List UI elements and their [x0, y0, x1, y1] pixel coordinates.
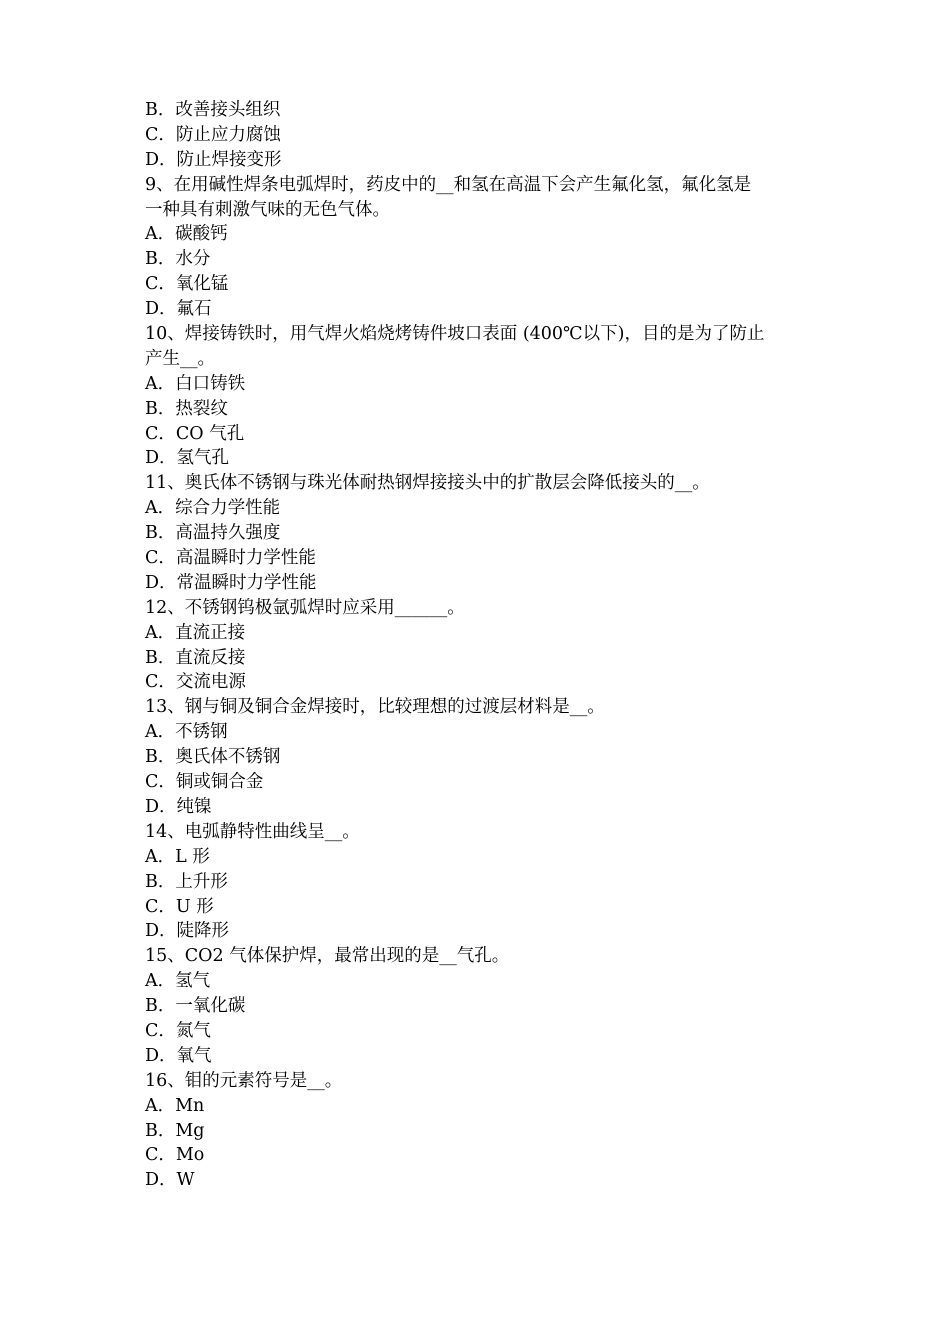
option-line: B．高温持久强度 [145, 523, 281, 544]
option-line: C．氧化锰 [145, 274, 229, 295]
question-12 [145, 596, 813, 696]
question-text: 16、钼的元素符号是__。 [145, 1070, 343, 1091]
question-14 [145, 820, 813, 944]
option-line: C．U 形 [145, 896, 214, 917]
question-text: 12、不锈钢钨极氩弧焊时应采用______。 [145, 597, 465, 618]
question-text: 14、电弧静特性曲线呈__。 [145, 821, 360, 842]
question-text: 11、奥氏体不锈钢与珠光体耐热钢焊接接头中的扩散层会降低接头的__。 [145, 473, 710, 494]
document-page [145, 98, 813, 1193]
question-text: 15、CO2 气体保护焊，最常出现的是__气孔。 [145, 946, 510, 967]
question-text: 13、钢与铜及铜合金焊接时，比较理想的过渡层材料是__。 [145, 697, 605, 718]
option-line: D．W [145, 1170, 195, 1191]
option-line: A．直流正接 [145, 622, 246, 643]
option-line: D．防止焊接变形 [145, 149, 282, 170]
question-16 [145, 1069, 813, 1193]
option-line: B．热裂纹 [145, 398, 228, 419]
question-15 [145, 944, 813, 1068]
option-line: B．Mg [145, 1120, 205, 1141]
option-line: B．奥氏体不锈钢 [145, 747, 281, 768]
option-line: C．氮气 [145, 1020, 211, 1041]
option-line: B．直流反接 [145, 647, 246, 668]
option-line: C．CO 气孔 [145, 423, 245, 444]
question-9 [145, 173, 813, 322]
option-line: C．交流电源 [145, 672, 246, 693]
option-line: D．氟石 [145, 299, 212, 320]
option-line: A．Mn [145, 1095, 205, 1116]
question-11 [145, 471, 813, 595]
question-text: 一种具有刺激气味的无色气体。 [145, 199, 390, 220]
question-13 [145, 695, 813, 819]
option-line: D．氧气 [145, 1045, 212, 1066]
question-text: 产生__。 [145, 348, 215, 369]
option-line: B．水分 [145, 249, 211, 270]
option-line: A．L 形 [145, 846, 210, 867]
question-text: 9、在用碱性焊条电弧焊时，药皮中的__和氢在高温下会产生氟化氢，氟化氢是 [145, 174, 752, 195]
option-line: C．高温瞬时力学性能 [145, 548, 316, 569]
option-line: A．白口铸铁 [145, 373, 246, 394]
option-line: A．综合力学性能 [145, 498, 281, 519]
fragment-options [145, 98, 813, 173]
option-line: B．上升形 [145, 871, 228, 892]
option-line: B．改善接头组织 [145, 100, 281, 120]
question-text: 10、焊接铸铁时，用气焊火焰烧烤铸件坡口表面 (400℃以下)，目的是为了防止 [145, 324, 765, 345]
option-line: D．陡降形 [145, 921, 230, 942]
option-line: B．一氧化碳 [145, 996, 246, 1017]
question-10 [145, 322, 813, 471]
option-line: A．氢气 [145, 971, 211, 992]
option-line: C．防止应力腐蚀 [145, 124, 281, 145]
option-line: D．氢气孔 [145, 448, 230, 469]
option-line: A．不锈钢 [145, 722, 228, 743]
option-line: C．铜或铜合金 [145, 772, 264, 793]
option-line: D．纯镍 [145, 796, 212, 817]
option-line: A．碳酸钙 [145, 224, 228, 245]
option-line: D．常温瞬时力学性能 [145, 572, 317, 593]
option-line: C．Mo [145, 1145, 205, 1166]
